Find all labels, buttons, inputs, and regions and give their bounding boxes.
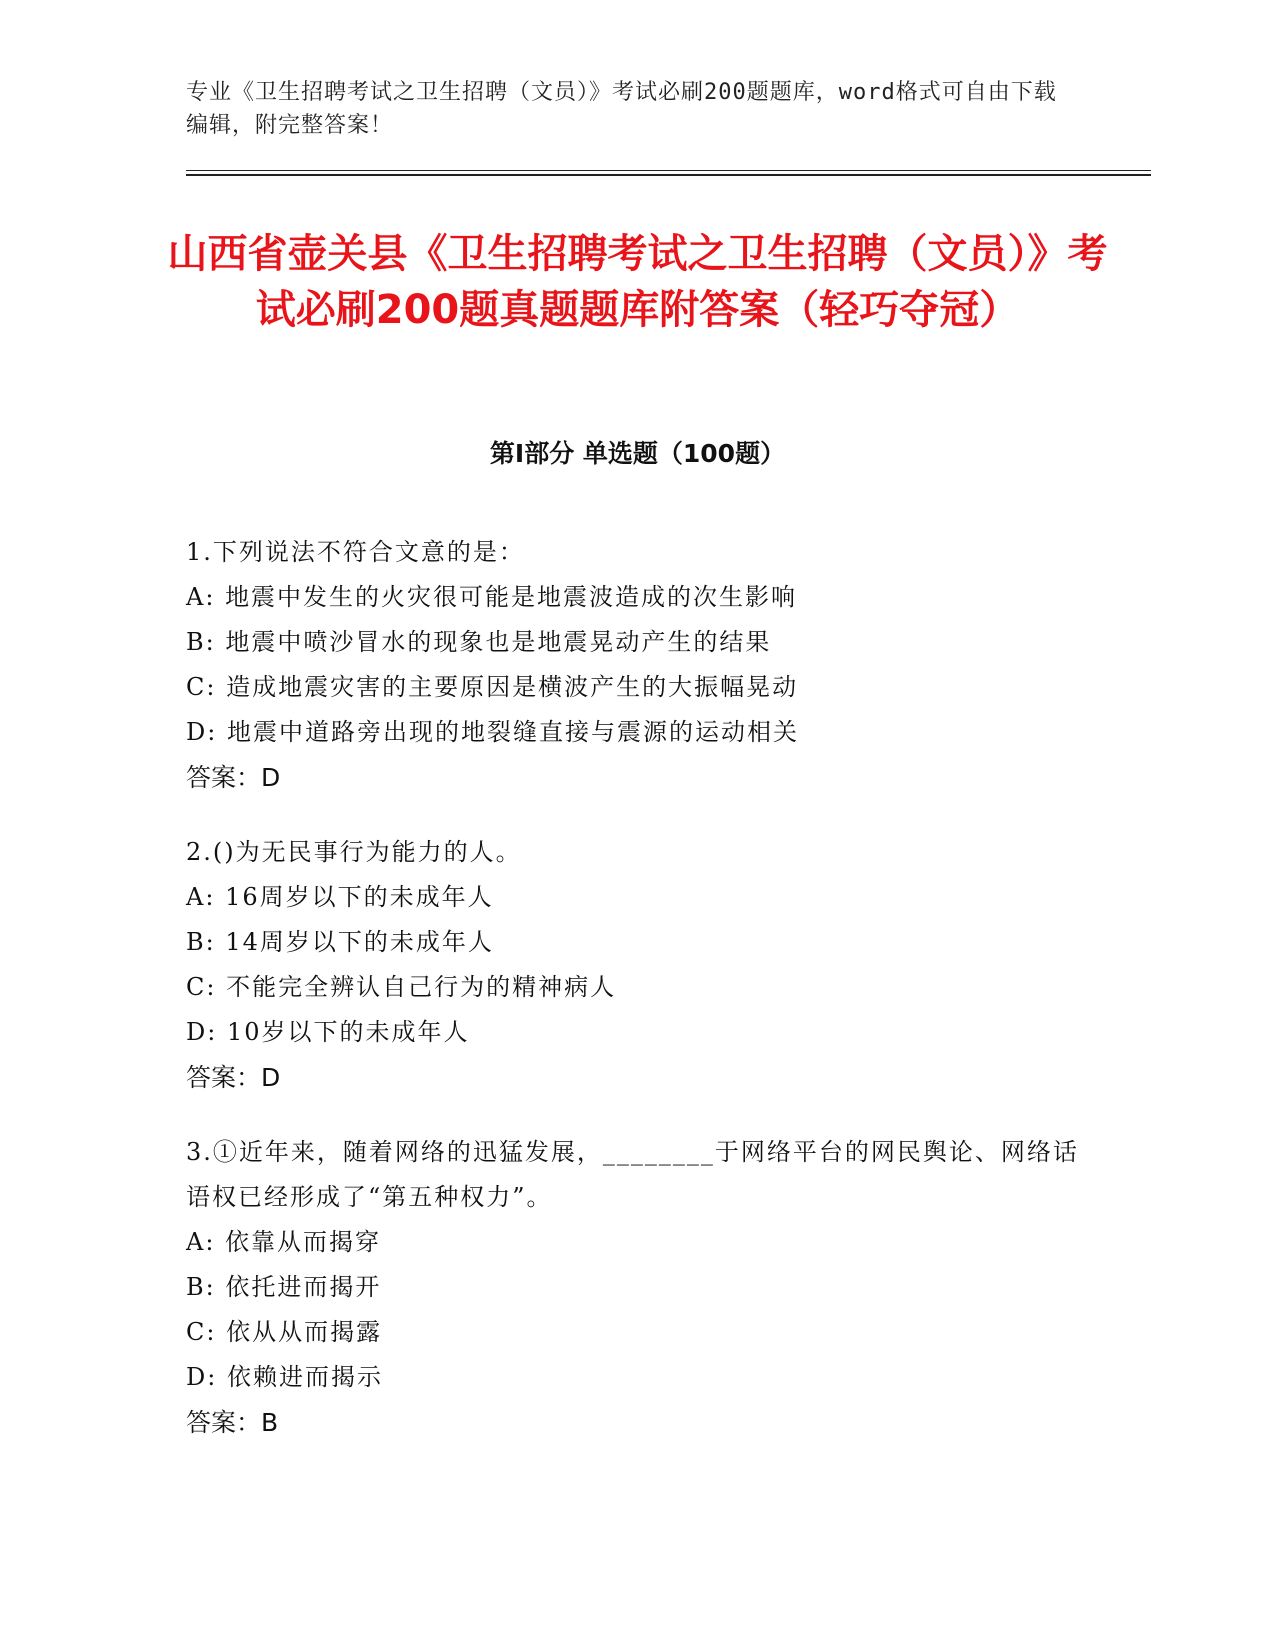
option-a [186,1220,1086,1265]
option-text: 依赖进而揭示 [226,1363,383,1391]
question-2 [186,830,1086,1100]
option-d [186,1010,1086,1055]
option-text: 不能完全辨认自己行为的精神病人 [226,973,617,1001]
question-1 [186,530,1086,800]
intro-text: 专业《卫生招聘考试之卫生招聘（文员）》考试必刷200题题库，word格式可自由下载编辑，附完整答案！ [186,80,1057,138]
answer-line: 答案：D [186,763,281,792]
question-stem: 1.下列说法不符合文意的是： [186,538,525,566]
option-b [186,620,1086,665]
option-text: 16周岁以下的未成年人 [225,883,494,911]
option-text: 地震中喷沙冒水的现象也是地震晃动产生的结果 [225,628,772,656]
option-key: A: [186,583,216,611]
option-c [186,665,1086,710]
option-key: C: [186,973,217,1001]
option-d [186,1355,1086,1400]
option-text: 地震中发生的火灾很可能是地震波造成的次生影响 [225,583,798,611]
answer-line: 答案：B [186,1408,279,1437]
document-title: 山西省壶关县《卫生招聘考试之卫生招聘（文员）》考试必刷200题真题题库附答案（轻巧夺冠） [167,231,1108,333]
section-heading: 第I部分 单选题（100题） [489,439,786,468]
header-divider-thin [186,170,1151,171]
option-text: 依靠从而揭穿 [225,1228,382,1256]
question-list [186,530,1086,1475]
answer-line: 答案：D [186,1063,281,1092]
option-b [186,920,1086,965]
option-text: 依托进而揭开 [225,1273,382,1301]
option-key: A: [186,883,216,911]
option-key: D: [186,1018,218,1046]
option-text: 地震中道路旁出现的地裂缝直接与震源的运动相关 [226,718,799,746]
header-divider-thick [186,174,1151,176]
option-key: B: [186,1273,216,1301]
option-text: 10岁以下的未成年人 [226,1018,470,1046]
option-c [186,1310,1086,1355]
option-d [186,710,1086,755]
question-3 [186,1130,1086,1445]
option-key: B: [186,928,216,956]
option-key: D: [186,1363,218,1391]
option-a [186,575,1086,620]
option-a [186,875,1086,920]
option-text: 14周岁以下的未成年人 [225,928,494,956]
option-key: D: [186,718,218,746]
option-key: A: [186,1228,216,1256]
option-text: 依从从而揭露 [226,1318,383,1346]
option-b [186,1265,1086,1310]
option-key: B: [186,628,216,656]
option-key: C: [186,673,217,701]
option-text: 造成地震灾害的主要原因是横波产生的大振幅晃动 [226,673,799,701]
option-c [186,965,1086,1010]
question-stem: 2.()为无民事行为能力的人。 [186,838,522,866]
option-key: C: [186,1318,217,1346]
question-stem: 3.①近年来，随着网络的迅猛发展，________于网络平台的网民舆论、网络话语权已经形成了“第五种权力”。 [186,1138,1079,1211]
